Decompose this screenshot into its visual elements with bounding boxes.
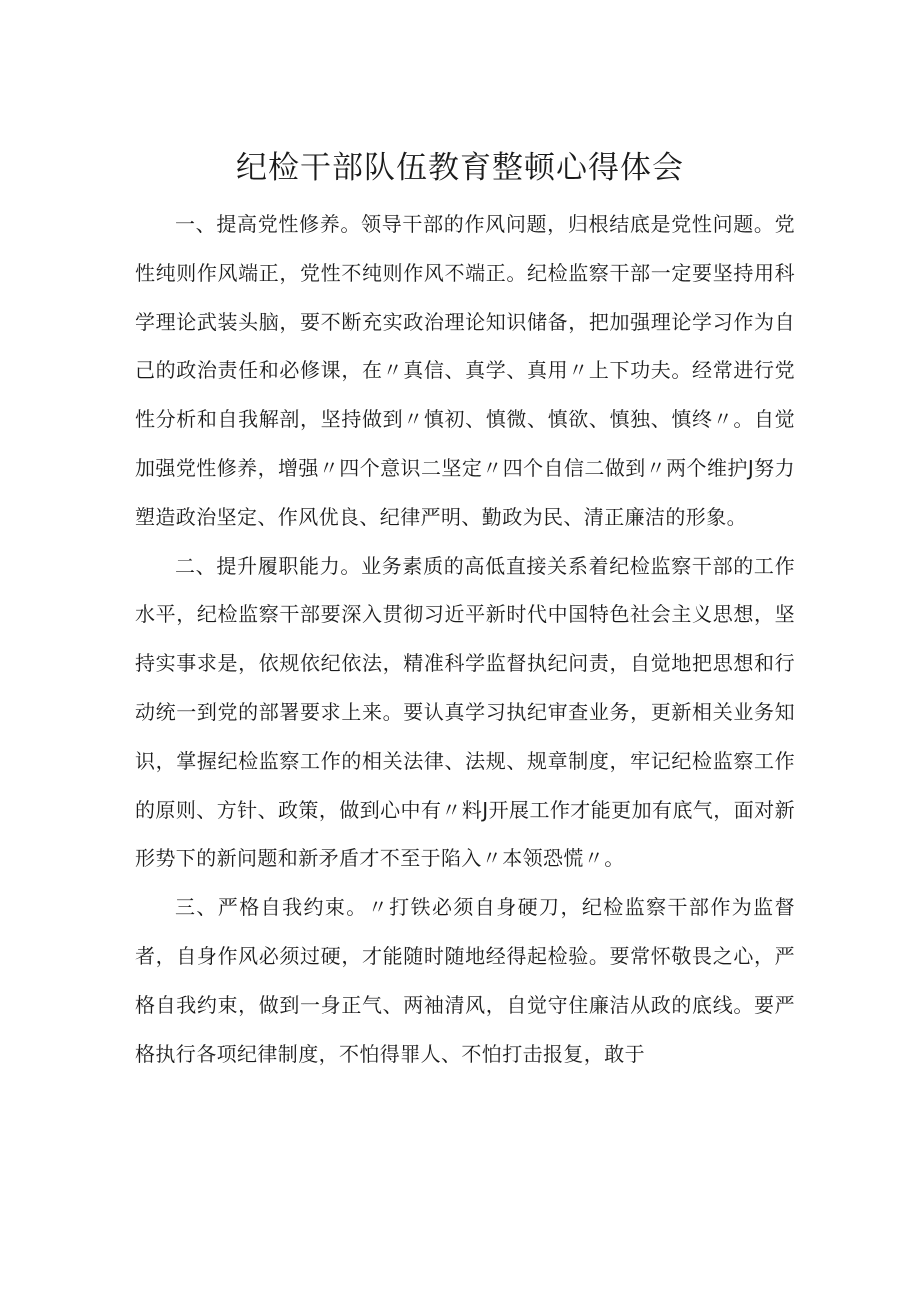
- document-title: 纪检干部队伍教育整顿心得体会: [236, 150, 684, 186]
- paragraph-3: 三、严格自我约束。〃打铁必须自身硬刀，纪检监察干部作为监督者，自身作风必须过硬，才能随时随地经得起检验。要常怀敬畏之心，严格自我约束，做到一身正气、两袖清风，自觉守住廉洁从政的底线。要严格执行各项纪律制度，不怕得罪人、不怕打击报复，敢于: [135, 895, 795, 1066]
- paragraph-1: 一、提高党性修养。领导干部的作风问题，归根结底是党性问题。党性纯则作风端正，党性不纯则作风不端正。纪检监察干部一定要坚持用科学理论武装头脑，要不断充实政治理论知识储备，把加强理论学习作为自己的政治责任和必修课，在〃真信、真学、真用〃上下功夫。经常进行党性分析和自我解剖，坚持做到〃慎初、慎微、慎欲、慎独、慎终〃。自觉加强党性修养，增强〃四个意识二坚定〃四个自信二做到〃两个维护J努力塑造政治坚定、作风优良、纪律严明、勤政为民、清正廉洁的形象。: [135, 212, 795, 529]
- document-body: [135, 200, 795, 1078]
- paragraph-2: 二、提升履职能力。业务素质的高低直接关系着纪检监察干部的工作水平，纪检监察干部要深入贯彻习近平新时代中国特色社会主义思想，坚持实事求是，依规依纪依法，精准科学监督执纪问责，自觉地把思想和行动统一到党的部署要求上来。要认真学习执纪审查业务，更新相关业务知识，掌握纪检监察工作的相关法律、法规、规章制度，牢记纪检监察工作的原则、方针、政策，做到心中有〃料J开展工作才能更加有底气，面对新形势下的新问题和新矛盾才不至于陷入〃本领恐慌〃。: [135, 553, 795, 871]
